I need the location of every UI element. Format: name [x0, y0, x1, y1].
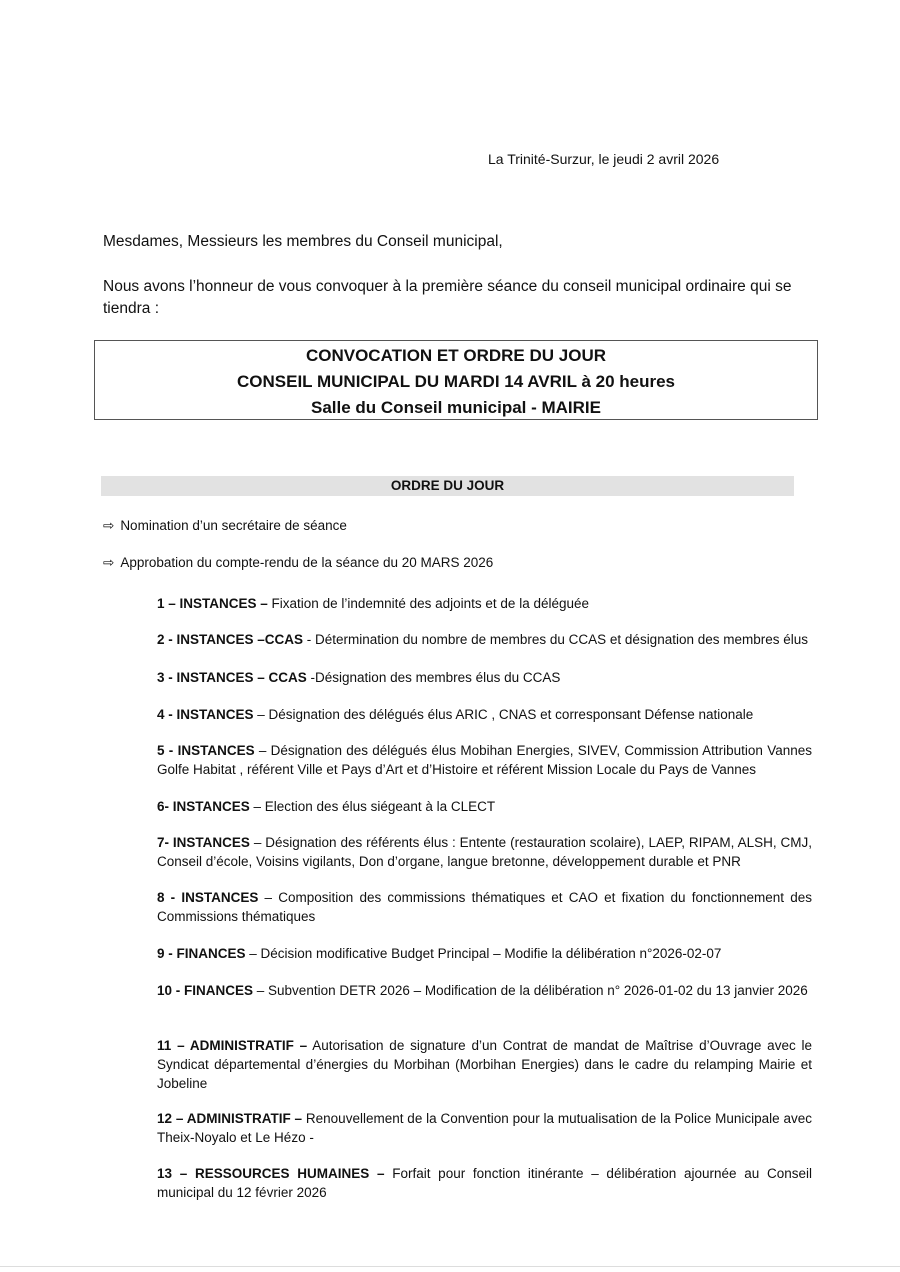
intro-paragraph: Nous avons l’honneur de vous convoquer à la première séance du conseil municipal ordinaire qui se tiendra : — [103, 278, 792, 317]
agenda-item-text: -Désignation des membres élus du CCAS — [306, 670, 561, 685]
title-line-2: CONSEIL MUNICIPAL DU MARDI 14 AVRIL à 20 heures — [237, 372, 675, 391]
agenda-item-head: 13 – RESSOURCES HUMAINES – — [157, 1166, 385, 1181]
agenda-item-text: – Désignation des délégués élus ARIC , CNAS et corresponsant Défense nationale — [253, 707, 754, 722]
agenda-item-4 — [157, 705, 812, 724]
agenda-item-5 — [157, 741, 812, 779]
agenda-item-6 — [157, 797, 812, 816]
agenda-item-head: 8 - INSTANCES — [157, 890, 259, 905]
agenda-item-text: - Détermination du nombre de membres du CCAS et désignation des membres élus — [303, 632, 809, 647]
agenda-item-13 — [157, 1164, 812, 1202]
agenda-item-head: 12 – ADMINISTRATIF – — [157, 1111, 303, 1126]
agenda-item-head: 10 - FINANCES — [157, 983, 254, 998]
agenda-item-text: Autorisation de signature d’un Contrat de mandat de Maîtrise d’Ouvrage avec le Syndicat départemental d’énergies du Morbihan (Morbihan Energies) dans le cadre du relamping Mairie et Jobeline — [157, 1038, 813, 1091]
agenda-item-2 — [157, 630, 812, 649]
agenda-item-text: – Désignation des délégués élus Mobihan Energies, SIVEV, Commission Attribution Vannes Golfe Habitat , référent Ville et Pays d’Art et d’Histoire et référent Mission Locale du Pays de Vannes — [157, 743, 812, 777]
agenda-item-head: 2 - INSTANCES –CCAS — [157, 632, 304, 647]
agenda-item-8 — [157, 888, 812, 926]
agenda-item-3 — [157, 668, 812, 687]
arrow-right-icon: ⇨ — [103, 555, 115, 570]
agenda-item-text: – Décision modificative Budget Principal – Modifie la délibération n°2026-02-07 — [245, 946, 722, 961]
agenda-item-text: – Election des élus siégeant à la CLECT — [249, 799, 496, 814]
agenda-item-11 — [157, 1036, 812, 1093]
agenda-item-head: 5 - INSTANCES — [157, 743, 255, 758]
arrow-right-icon: ⇨ — [103, 518, 115, 533]
agenda-item-10 — [157, 981, 812, 1000]
date-line: La Trinité-Surzur, le jeudi 2 avril 2026 — [488, 151, 720, 167]
agenda-item-text: – Composition des commissions thématiques et CAO et fixation du fonctionnement des Commissions thématiques — [157, 890, 812, 924]
agenda-item-head: 3 - INSTANCES – CCAS — [157, 670, 307, 685]
title-line-1: CONVOCATION ET ORDRE DU JOUR — [305, 346, 607, 365]
agenda-item-head: 7- INSTANCES — [157, 835, 250, 850]
agenda-item-head: 11 – ADMINISTRATIF – — [157, 1038, 308, 1053]
agenda-item-1 — [157, 594, 812, 613]
agenda-pre-item — [103, 555, 493, 571]
page-edge-divider — [0, 1266, 900, 1267]
agenda-pre-item — [103, 518, 347, 534]
agenda-item-text: Forfait pour fonction itinérante – délibération ajournée au Conseil municipal du 12 février 2026 — [157, 1166, 812, 1200]
agenda-item-12 — [157, 1109, 812, 1147]
agenda-item-head: 6- INSTANCES — [157, 799, 250, 814]
pre-item-text: Approbation du compte-rendu de la séance du 20 MARS 2026 — [120, 555, 494, 570]
agenda-item-9 — [157, 944, 812, 963]
agenda-item-text: – Désignation des référents élus : Entente (restauration scolaire), LAEP, RIPAM, ALSH, CMJ, Conseil d’école, Voisins vigilants, Don d’organe, langue bretonne, développement durable et PNR — [157, 835, 812, 869]
agenda-item-text: – Subvention DETR 2026 – Modification de la délibération n° 2026-01-02 du 13 janvier 2026 — [253, 983, 808, 998]
salutation: Mesdames, Messieurs les membres du Conseil municipal, — [103, 233, 503, 250]
agenda-heading: ORDRE DU JOUR — [101, 476, 794, 496]
pre-item-text: Nomination d’un secrétaire de séance — [120, 518, 347, 533]
agenda-item-7 — [157, 833, 812, 871]
agenda-item-head: 4 - INSTANCES — [157, 707, 254, 722]
title-box — [94, 340, 818, 420]
agenda-item-text: Fixation de l’indemnité des adjoints et de la déléguée — [267, 596, 590, 611]
agenda-item-head: 1 – INSTANCES – — [157, 596, 268, 611]
agenda-item-head: 9 - FINANCES — [157, 946, 246, 961]
title-line-3: Salle du Conseil municipal - MAIRIE — [311, 398, 601, 417]
agenda-item-text: Renouvellement de la Convention pour la mutualisation de la Police Municipale avec Theix-Noyalo et Le Hézo - — [157, 1111, 812, 1145]
